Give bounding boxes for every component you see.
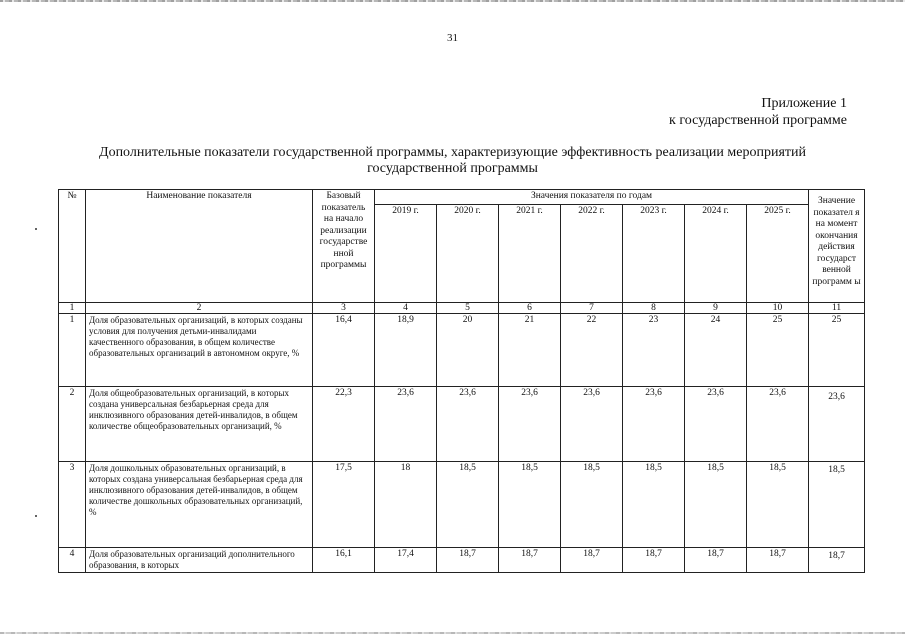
- year-value: 23,6: [375, 387, 437, 462]
- header-no: №: [59, 190, 86, 303]
- appendix-heading: [669, 95, 847, 129]
- year-value: 18,7: [685, 548, 747, 573]
- header-year: 2021 г.: [499, 204, 561, 303]
- year-value: 23,6: [623, 387, 685, 462]
- year-value: 23: [623, 314, 685, 387]
- indicator-name: Доля дошкольных образовательных организаций, в которых создана универсальная безбарьерная среда для инклюзивного образования детей-инвалидов, в общем количестве дошкольных образовательных организаций, %: [86, 462, 313, 548]
- year-value: 18,5: [747, 462, 809, 548]
- year-value: 18,5: [561, 462, 623, 548]
- header-year: 2022 г.: [561, 204, 623, 303]
- header-year: 2020 г.: [437, 204, 499, 303]
- indicator-name: Доля образовательных организаций дополнительного образования, в которых: [86, 548, 313, 573]
- scan-speck: [35, 515, 37, 517]
- year-value: 18,7: [747, 548, 809, 573]
- scan-edge-top: [0, 0, 905, 2]
- column-number: 11: [809, 303, 865, 314]
- year-value: 23,6: [747, 387, 809, 462]
- header-base: Базовый показатель на начало реализации государстве нной программы: [313, 190, 375, 303]
- year-value: 25: [747, 314, 809, 387]
- row-number: 1: [59, 314, 86, 387]
- year-value: 23,6: [685, 387, 747, 462]
- year-value: 18,5: [499, 462, 561, 548]
- indicator-name: Доля образовательных организаций, в которых созданы условия для получения детьми-инвалидами качественного образования, в общем количестве образовательных организаций в автономном округе, %: [86, 314, 313, 387]
- table-row: [59, 387, 865, 462]
- year-value: 18,7: [561, 548, 623, 573]
- column-number: 2: [86, 303, 313, 314]
- column-number: 8: [623, 303, 685, 314]
- header-year: 2024 г.: [685, 204, 747, 303]
- year-value: 17,4: [375, 548, 437, 573]
- table-body: [59, 314, 865, 573]
- base-value: 22,3: [313, 387, 375, 462]
- header-year: 2025 г.: [747, 204, 809, 303]
- final-value: 18,5: [809, 462, 865, 548]
- column-number: 7: [561, 303, 623, 314]
- indicator-name: Доля общеобразовательных организаций, в которых создана универсальная безбарьерная среда для инклюзивного образования детей-инвалидов, в общем количестве общеобразовательных организаций, %: [86, 387, 313, 462]
- base-value: 16,4: [313, 314, 375, 387]
- year-value: 24: [685, 314, 747, 387]
- column-number-row: [59, 303, 865, 314]
- document-title: [40, 145, 865, 177]
- year-value: 22: [561, 314, 623, 387]
- table-row: [59, 462, 865, 548]
- header-year: 2019 г.: [375, 204, 437, 303]
- page-number: 31: [447, 32, 458, 44]
- final-value: 18,7: [809, 548, 865, 573]
- year-value: 18,7: [623, 548, 685, 573]
- year-value: 23,6: [499, 387, 561, 462]
- base-value: 17,5: [313, 462, 375, 548]
- year-value: 18,5: [623, 462, 685, 548]
- header-years-group: Значения показателя по годам: [375, 190, 809, 205]
- scan-speck: [35, 228, 37, 230]
- column-number: 4: [375, 303, 437, 314]
- row-number: 4: [59, 548, 86, 573]
- column-number: 6: [499, 303, 561, 314]
- table-row: [59, 548, 865, 573]
- final-value: 25: [809, 314, 865, 387]
- table-header: [59, 190, 865, 314]
- year-value: 18,5: [685, 462, 747, 548]
- year-value: 21: [499, 314, 561, 387]
- column-number: 3: [313, 303, 375, 314]
- year-value: 18: [375, 462, 437, 548]
- header-final: Значение показател я на момент окончания действия государст венной программ ы: [809, 190, 865, 303]
- appendix-line-1: Приложение 1: [761, 96, 847, 111]
- indicators-table: [58, 189, 865, 573]
- header-name: Наименование показателя: [86, 190, 313, 303]
- year-value: 18,7: [499, 548, 561, 573]
- year-value: 23,6: [561, 387, 623, 462]
- year-value: 20: [437, 314, 499, 387]
- scan-edge-bottom: [0, 632, 905, 634]
- column-number: 9: [685, 303, 747, 314]
- table-row: [59, 314, 865, 387]
- column-number: 5: [437, 303, 499, 314]
- column-number: 10: [747, 303, 809, 314]
- base-value: 16,1: [313, 548, 375, 573]
- header-year: 2023 г.: [623, 204, 685, 303]
- row-number: 2: [59, 387, 86, 462]
- row-number: 3: [59, 462, 86, 548]
- final-value: 23,6: [809, 387, 865, 462]
- year-value: 18,7: [437, 548, 499, 573]
- year-value: 18,5: [437, 462, 499, 548]
- appendix-line-2: к государственной программе: [669, 113, 847, 128]
- year-value: 18,9: [375, 314, 437, 387]
- column-number: 1: [59, 303, 86, 314]
- title-line-1: Дополнительные показатели государственной программы, характеризующие эффективность реализации мероприятий: [99, 145, 806, 160]
- title-line-2: государственной программы: [367, 161, 538, 176]
- year-value: 23,6: [437, 387, 499, 462]
